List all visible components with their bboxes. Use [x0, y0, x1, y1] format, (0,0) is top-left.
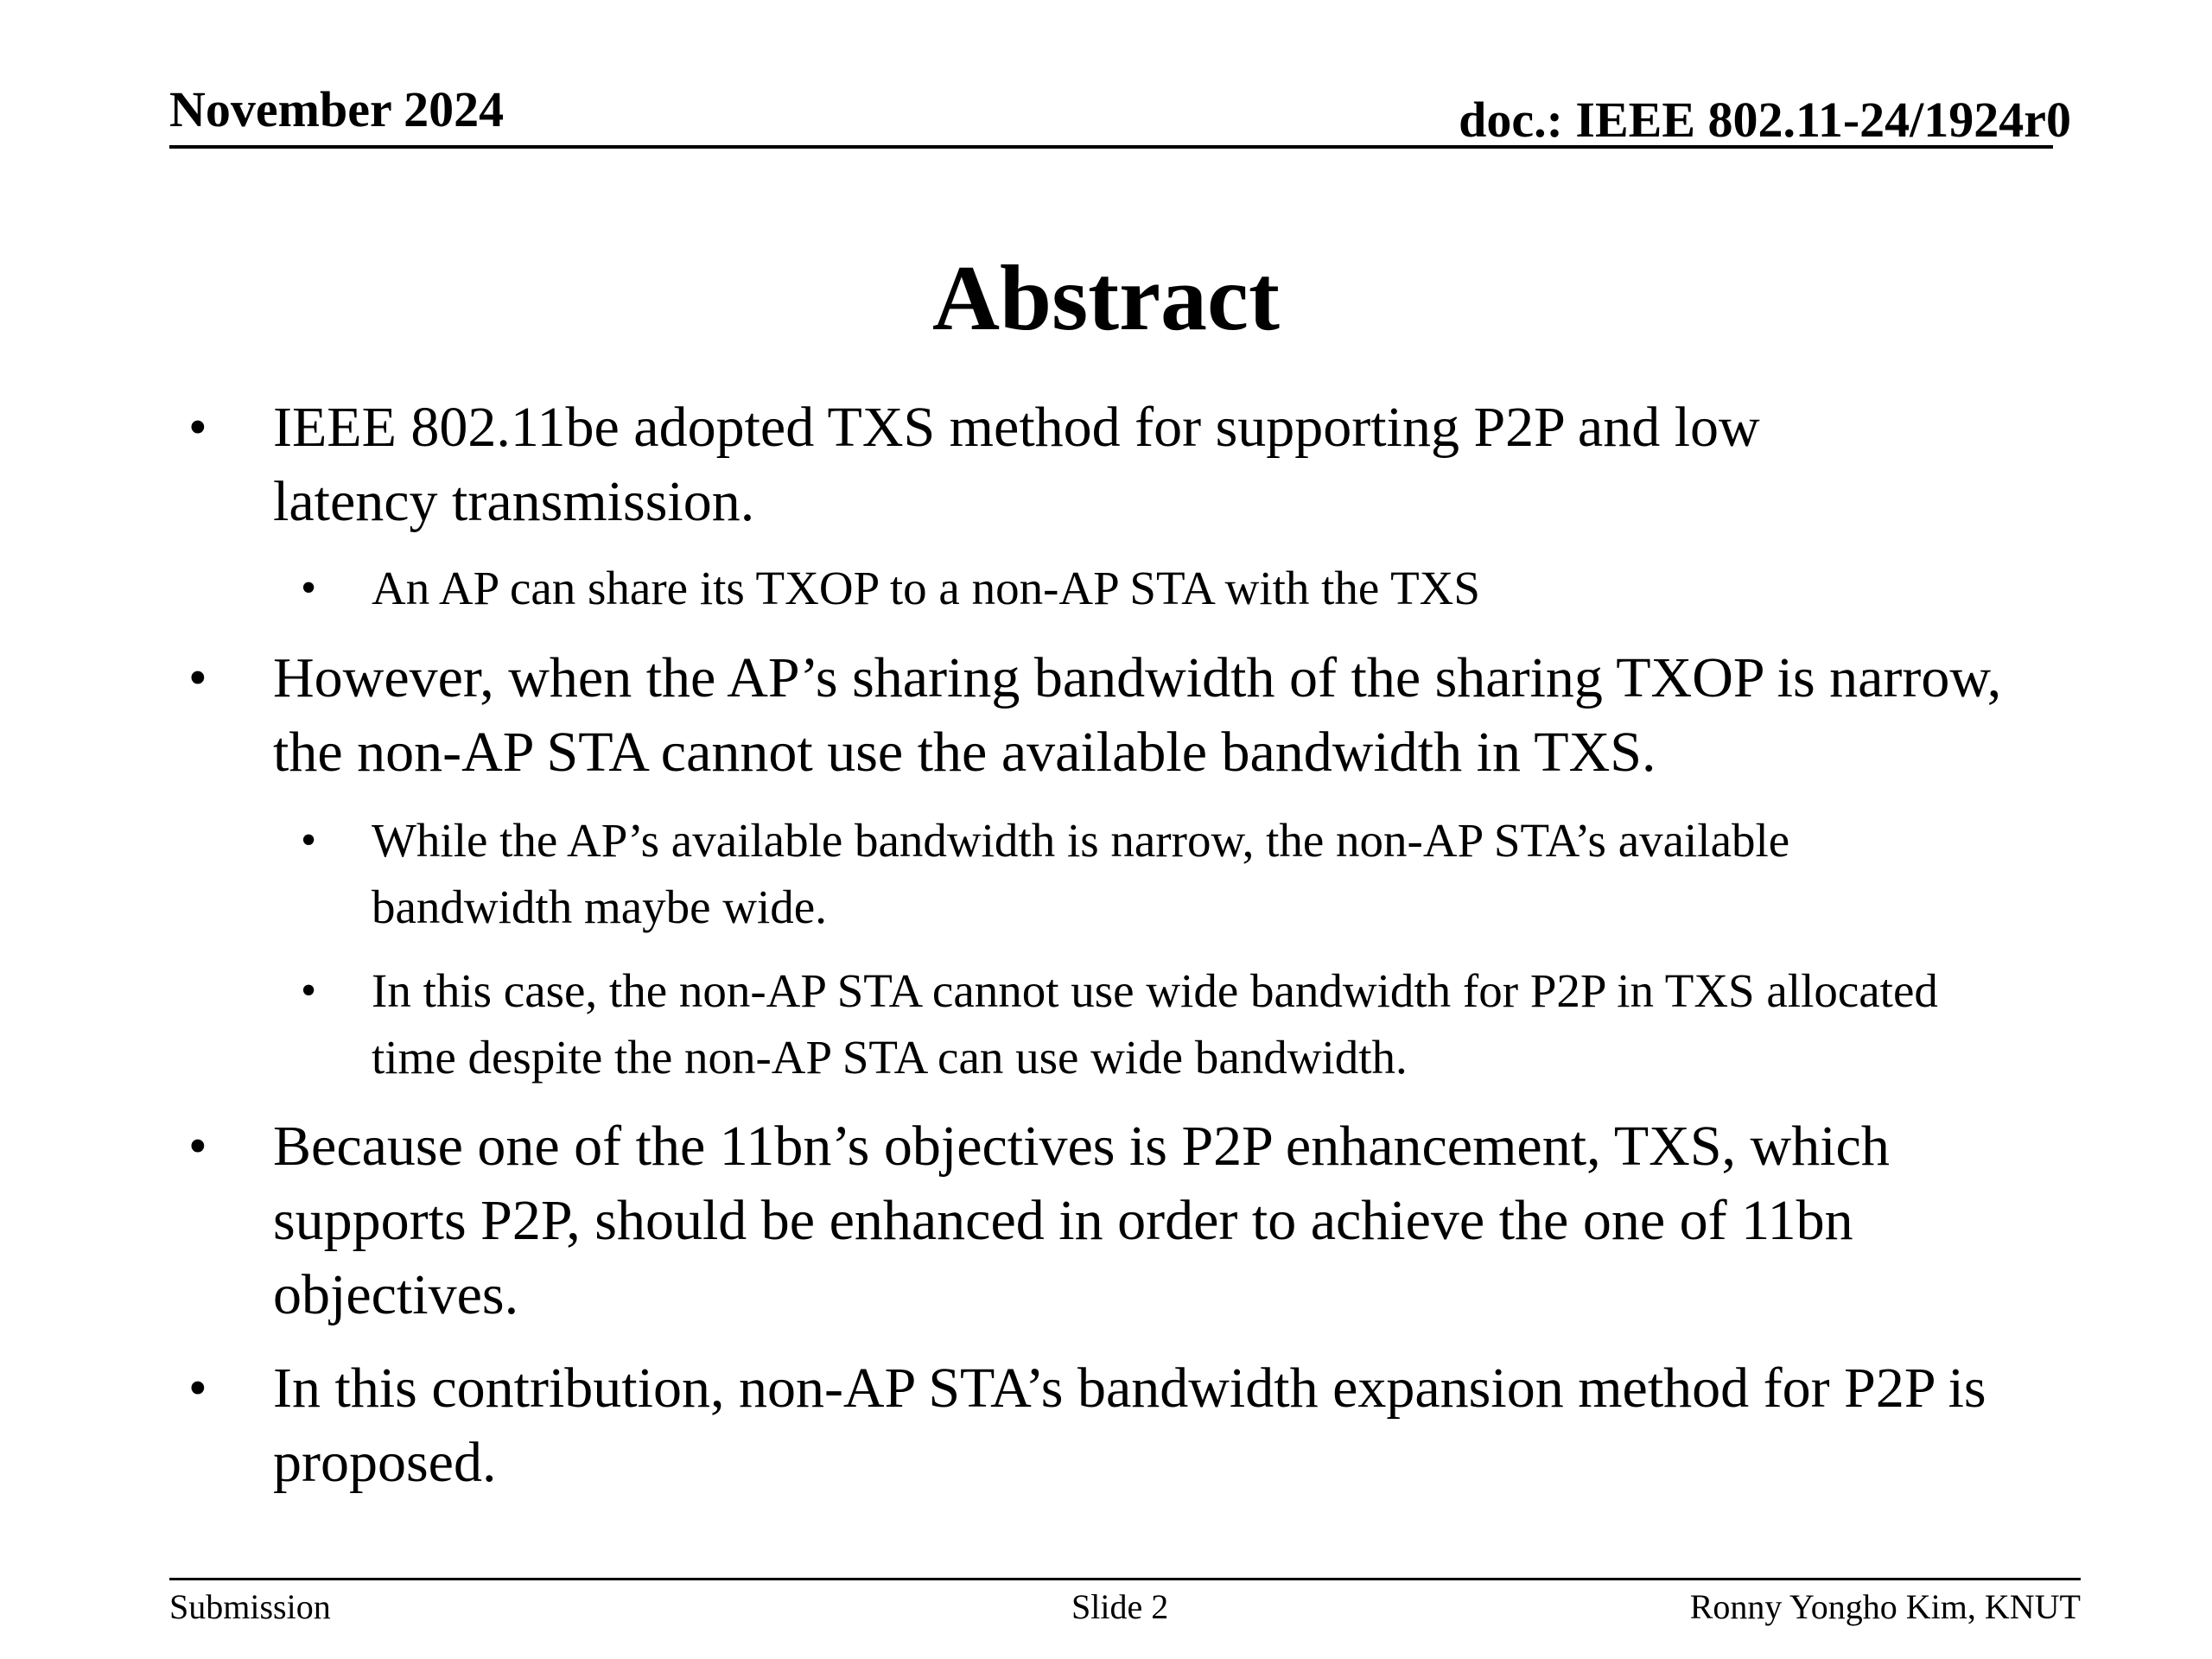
sub-bullet-item: An AP can share its TXOP to a non-AP STA with the TXS — [372, 562, 1480, 614]
bullet-item: IEEE 802.11be adopted TXS method for supporting P2P and low latency transmission. — [273, 396, 1760, 533]
bullet-item: However, when the AP’s sharing bandwidth of the sharing TXOP is narrow, the non-AP STA cannot use the available bandwidth in TXS. — [273, 646, 2002, 784]
sub-bullet-item: In this case, the non-AP STA cannot use wide bandwidth for P2P in TXS allocated time despite the non-AP STA can use wide bandwidth. — [372, 964, 1938, 1084]
bullet-marker: • — [188, 1359, 207, 1418]
sub-bullet-marker: • — [301, 816, 317, 865]
slide-title: Abstract — [932, 247, 1280, 350]
footer-slide-number: Slide 2 — [1071, 1587, 1169, 1626]
sub-bullet-item: While the AP’s available bandwidth is narrow, the non-AP STA’s available bandwidth maybe wide. — [372, 814, 1790, 933]
header-doc-id: doc.: IEEE 802.11-24/1924r0 — [1459, 92, 2071, 148]
bullet-marker: • — [188, 649, 207, 708]
sub-bullet-marker: • — [301, 966, 317, 1015]
bullet-item: In this contribution, non-AP STA’s bandwidth expansion method for P2P is proposed. — [273, 1357, 1986, 1494]
footer-submission: Submission — [169, 1587, 331, 1626]
bullet-marker: • — [188, 1117, 207, 1176]
sub-bullet-marker: • — [301, 563, 317, 613]
footer-divider — [169, 1578, 2081, 1580]
header-date: November 2024 — [169, 81, 505, 137]
bullet-marker: • — [188, 398, 207, 457]
bullet-item: Because one of the 11bn’s objectives is P2P enhancement, TXS, which supports P2P, should be enhanced in order to achieve the one of 11bn objectives. — [273, 1115, 1890, 1326]
footer-author: Ronny Yongho Kim, KNUT — [1689, 1587, 2081, 1626]
